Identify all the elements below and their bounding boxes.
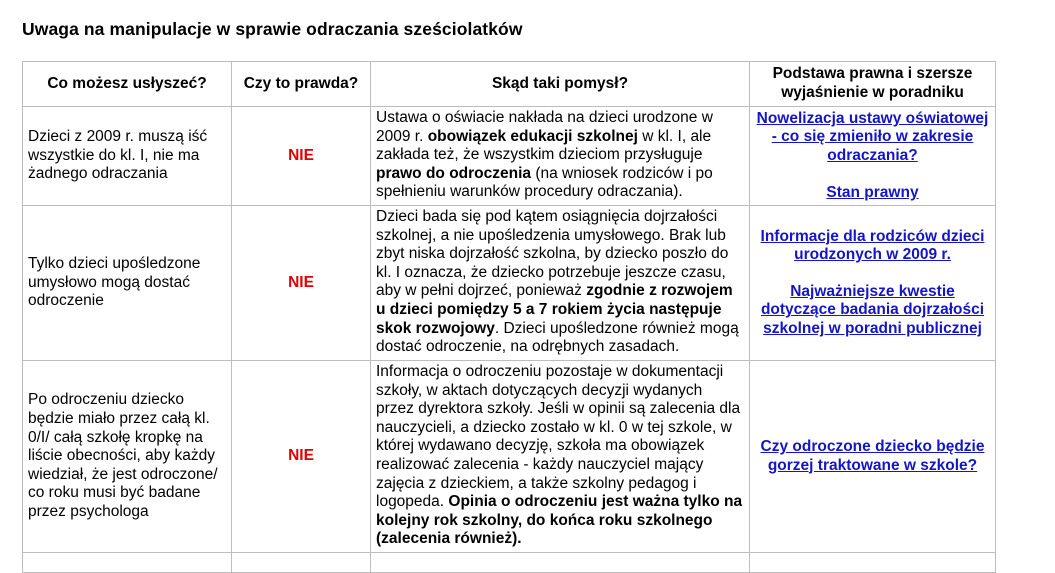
explanation-text: Dzieci bada się pod kątem osiągnięcia dojrzałości szkolnej, a nie upośledzenia umysłowego. Brak lub zbyt niska dojrzałość szkolna, by dziecko poszło do kl. I oznacza, że dziecko potrzebuje jeszcze czasu, aby w pełni dojrzeć, ponieważ — [376, 208, 729, 300]
claim-cell: Dzieci z 2009 r. muszą iść wszystkie do kl. I, nie ma żadnego odraczania — [23, 107, 232, 206]
page-title: Uwaga na manipulacje w sprawie odraczania sześciolatków — [22, 19, 523, 39]
explanation-text: (na wniosek rodziców i po spełnieniu warunków procedury odraczania). — [376, 164, 713, 201]
header-legal: Podstawa prawna i szersze wyjaśnienie w poradniku — [750, 62, 996, 107]
explanation-bold: zgodnie z rozwojem u dzieci pomiędzy 5 a 7 rokiem życia następuje skok rozwojowy — [376, 282, 733, 337]
explanation-text: Ustawa o oświacie nakłada na dzieci urodzone w 2009 r. — [376, 109, 713, 145]
explanation-bold: Opinia o odroczeniu jest ważna tylko na kolejny rok szkolny, do końca roku szkolnego (zalecenia również). — [376, 493, 743, 548]
claim-cell: Po odroczeniu dziecko będzie miało przez całą kl. 0/I/ całą szkołę kropkę na liście obecności, aby każdy wiedział, że jest odroczone/ co roku musi być badane przez psychologa — [23, 361, 232, 553]
links-cell — [750, 361, 996, 553]
empty-cell — [371, 553, 750, 573]
explanation-text: w kl. I, ale zakłada też, że wszystkim dzieciom przysługuje — [376, 127, 712, 164]
table-row — [23, 206, 996, 361]
header-source: Skąd taki pomysł? — [371, 62, 750, 107]
explanation-bold: prawo do odroczenia — [376, 164, 532, 182]
link-stan-prawny[interactable]: Stan prawny — [826, 183, 919, 201]
links-cell — [750, 206, 996, 361]
links-cell — [750, 107, 996, 206]
verdict-cell: NIE — [232, 206, 371, 361]
manipulation-table — [22, 61, 996, 573]
claim-cell: Tylko dzieci upośledzone umysłowo mogą dostać odroczenie — [23, 206, 232, 361]
verdict-cell: NIE — [232, 361, 371, 553]
empty-cell — [750, 553, 996, 573]
table-row — [23, 553, 996, 573]
explanation-text: Informacja o odroczeniu pozostaje w dokumentacji szkoły, w aktach dotyczących decyzji wydanych przez dyrektora szkoły. Jeśli w opinii są zalecenia dla nauczycieli, a dziecko zostało w kl. 0 w tej szkole, w której wydawano decyzję, szkoła ma obowiązek realizować zalecenia - każdy nauczyciel mający zajęcia z dzieckiem, a także szkolny pedagog i logopeda. — [376, 363, 741, 511]
link-odroczone-dziecko[interactable]: Czy odroczone dziecko będzie gorzej traktowane w szkole? — [760, 437, 985, 474]
table-row — [23, 361, 996, 553]
link-badanie-dojrzalosci[interactable]: Najważniejsze kwestie dotyczące badania dojrzałości szkolnej w poradni publicznej — [760, 282, 985, 337]
explanation-bold: obowiązek edukacji szkolnej — [427, 127, 638, 145]
link-informacje-rodzice[interactable]: Informacje dla rodziców dzieci urodzonych w 2009 r. — [760, 227, 985, 264]
explanation-cell — [371, 361, 750, 553]
verdict-cell: NIE — [232, 107, 371, 206]
header-truth: Czy to prawda? — [232, 62, 371, 107]
header-claim: Co możesz usłyszeć? — [23, 62, 232, 107]
empty-cell — [23, 553, 232, 573]
explanation-cell — [371, 107, 750, 206]
link-nowelizacja[interactable]: Nowelizacja ustawy oświatowej - co się zmieniło w zakresie odraczania? — [756, 109, 989, 164]
empty-cell — [232, 553, 371, 573]
explanation-text: . Dzieci upośledzone również mogą dostać odroczenie, na odrębnych zasadach. — [376, 319, 739, 356]
explanation-cell — [371, 206, 750, 361]
table-header-row — [23, 62, 996, 107]
table-row — [23, 107, 996, 206]
